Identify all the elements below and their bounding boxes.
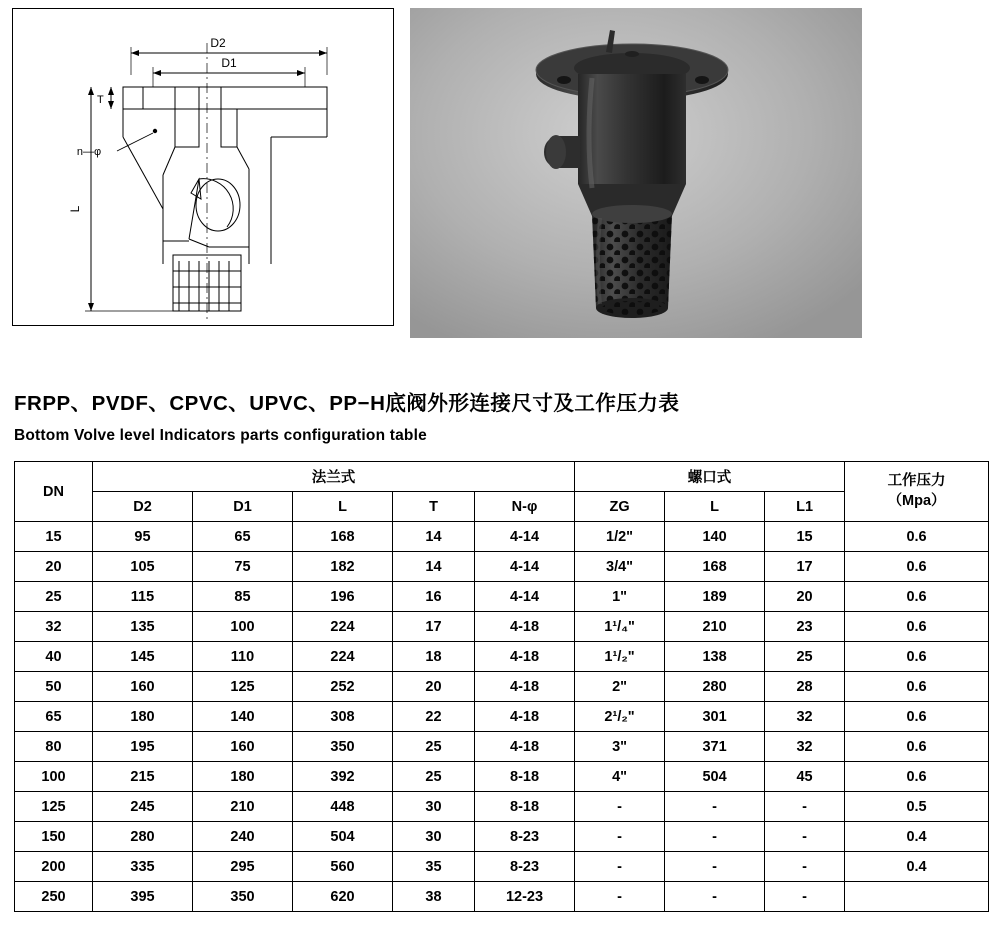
cell-d2: 115 xyxy=(93,582,193,612)
table-row xyxy=(15,792,989,822)
cell-t: 38 xyxy=(393,882,475,912)
table-row xyxy=(15,882,989,912)
cell-n-phi: 4-18 xyxy=(475,642,575,672)
cell-dn: 32 xyxy=(15,612,93,642)
cell-mpa: 0.6 xyxy=(845,552,989,582)
cell-l-thread: 168 xyxy=(665,552,765,582)
cell-zg: - xyxy=(575,822,665,852)
cell-mpa: 0.6 xyxy=(845,582,989,612)
table-row xyxy=(15,642,989,672)
cell-n-phi: 8-23 xyxy=(475,852,575,882)
cell-n-phi: 4-18 xyxy=(475,672,575,702)
cell-zg: 1¹/₄" xyxy=(575,612,665,642)
cell-d1: 65 xyxy=(193,522,293,552)
cell-dn: 100 xyxy=(15,762,93,792)
cell-n-phi: 12-23 xyxy=(475,882,575,912)
cell-zg: 2" xyxy=(575,672,665,702)
cell-d2: 215 xyxy=(93,762,193,792)
header-thread-group: 螺口式 xyxy=(575,462,845,492)
cell-l1: 32 xyxy=(765,732,845,762)
cell-d1: 125 xyxy=(193,672,293,702)
cell-d2: 95 xyxy=(93,522,193,552)
cell-l-flange: 252 xyxy=(293,672,393,702)
cell-dn: 25 xyxy=(15,582,93,612)
cell-mpa: 0.6 xyxy=(845,522,989,552)
header-l1: L1 xyxy=(765,492,845,522)
cell-n-phi: 4-18 xyxy=(475,702,575,732)
table-row xyxy=(15,522,989,552)
cell-l-thread: 504 xyxy=(665,762,765,792)
cell-d2: 180 xyxy=(93,702,193,732)
cell-dn: 50 xyxy=(15,672,93,702)
cell-l-thread: 301 xyxy=(665,702,765,732)
cell-t: 25 xyxy=(393,762,475,792)
cell-l1: 32 xyxy=(765,702,845,732)
cell-t: 30 xyxy=(393,792,475,822)
cell-l-thread: 189 xyxy=(665,582,765,612)
cell-n-phi: 4-14 xyxy=(475,582,575,612)
cell-l1: - xyxy=(765,822,845,852)
cell-l1: - xyxy=(765,882,845,912)
cell-mpa: 0.5 xyxy=(845,792,989,822)
cell-dn: 250 xyxy=(15,882,93,912)
cell-dn: 15 xyxy=(15,522,93,552)
cell-n-phi: 4-14 xyxy=(475,552,575,582)
cell-d1: 75 xyxy=(193,552,293,582)
table-row xyxy=(15,732,989,762)
table-header-row-sub xyxy=(15,492,989,522)
table-row xyxy=(15,612,989,642)
header-dn: DN xyxy=(15,462,93,522)
cell-n-phi: 8-18 xyxy=(475,762,575,792)
cell-dn: 125 xyxy=(15,792,93,822)
header-working-pressure xyxy=(845,462,989,522)
cell-l-flange: 182 xyxy=(293,552,393,582)
cell-l-thread: 371 xyxy=(665,732,765,762)
specification-table xyxy=(14,461,989,912)
cell-mpa: 0.6 xyxy=(845,642,989,672)
cell-n-phi: 8-18 xyxy=(475,792,575,822)
cell-t: 25 xyxy=(393,732,475,762)
header-l-thread: L xyxy=(665,492,765,522)
page-title-cn: FRPP、PVDF、CPVC、UPVC、PP−H底阀外形连接尺寸及工作压力表 xyxy=(14,392,680,415)
cell-l-flange: 224 xyxy=(293,612,393,642)
header-d1: D1 xyxy=(193,492,293,522)
figures-row xyxy=(12,0,888,338)
cell-t: 22 xyxy=(393,702,475,732)
cell-l-thread: - xyxy=(665,882,765,912)
cell-l-thread: - xyxy=(665,852,765,882)
cell-zg: 1/2" xyxy=(575,522,665,552)
cell-l-flange: 196 xyxy=(293,582,393,612)
header-d2: D2 xyxy=(93,492,193,522)
cell-t: 35 xyxy=(393,852,475,882)
cell-t: 18 xyxy=(393,642,475,672)
table-row xyxy=(15,702,989,732)
table-row xyxy=(15,672,989,702)
cell-n-phi: 4-18 xyxy=(475,612,575,642)
cell-zg: 4" xyxy=(575,762,665,792)
header-l-flange: L xyxy=(293,492,393,522)
cell-l-thread: 280 xyxy=(665,672,765,702)
cell-d2: 395 xyxy=(93,882,193,912)
cell-n-phi: 4-18 xyxy=(475,732,575,762)
cell-l-thread: 140 xyxy=(665,522,765,552)
page-title-en: Bottom Volve level Indicators parts configuration table xyxy=(14,427,427,444)
cell-l1: 25 xyxy=(765,642,845,672)
drawing-label-l: L xyxy=(68,205,82,213)
cell-d1: 350 xyxy=(193,882,293,912)
cell-l1: 23 xyxy=(765,612,845,642)
cell-d1: 160 xyxy=(193,732,293,762)
cell-l-thread: - xyxy=(665,822,765,852)
cell-zg: 3/4" xyxy=(575,552,665,582)
cell-l-flange: 224 xyxy=(293,642,393,672)
cell-d1: 180 xyxy=(193,762,293,792)
cell-l-thread: - xyxy=(665,792,765,822)
cell-d2: 280 xyxy=(93,822,193,852)
cell-d1: 210 xyxy=(193,792,293,822)
header-flange-group: 法兰式 xyxy=(93,462,575,492)
cell-l-flange: 350 xyxy=(293,732,393,762)
cell-zg: 3" xyxy=(575,732,665,762)
cell-d2: 145 xyxy=(93,642,193,672)
cell-d2: 135 xyxy=(93,612,193,642)
cell-zg: 2¹/₂" xyxy=(575,702,665,732)
cell-mpa xyxy=(845,882,989,912)
cell-n-phi: 4-14 xyxy=(475,522,575,552)
specification-table-body xyxy=(15,522,989,912)
cell-l-flange: 504 xyxy=(293,822,393,852)
cell-zg: 1" xyxy=(575,582,665,612)
cell-l-flange: 168 xyxy=(293,522,393,552)
cell-l1: - xyxy=(765,852,845,882)
cell-dn: 65 xyxy=(15,702,93,732)
cell-mpa: 0.4 xyxy=(845,852,989,882)
header-n-phi: N-φ xyxy=(475,492,575,522)
cell-l-thread: 138 xyxy=(665,642,765,672)
cell-t: 16 xyxy=(393,582,475,612)
header-working-pressure-line2: （Mpa） xyxy=(887,492,946,509)
cell-d1: 295 xyxy=(193,852,293,882)
cell-d1: 240 xyxy=(193,822,293,852)
table-row xyxy=(15,762,989,792)
header-zg: ZG xyxy=(575,492,665,522)
cell-d1: 140 xyxy=(193,702,293,732)
product-photo-svg xyxy=(410,8,862,338)
cell-d1: 85 xyxy=(193,582,293,612)
cell-mpa: 0.6 xyxy=(845,672,989,702)
cell-l-flange: 392 xyxy=(293,762,393,792)
cell-l1: 28 xyxy=(765,672,845,702)
cell-n-phi: 8-23 xyxy=(475,822,575,852)
cell-l-flange: 448 xyxy=(293,792,393,822)
cell-t: 17 xyxy=(393,612,475,642)
cell-dn: 200 xyxy=(15,852,93,882)
cell-mpa: 0.6 xyxy=(845,732,989,762)
cell-d2: 105 xyxy=(93,552,193,582)
cell-d2: 245 xyxy=(93,792,193,822)
cell-l1: 15 xyxy=(765,522,845,552)
cell-d2: 335 xyxy=(93,852,193,882)
cell-l1: 17 xyxy=(765,552,845,582)
cell-l-thread: 210 xyxy=(665,612,765,642)
dimension-drawing-svg xyxy=(13,9,393,325)
table-row xyxy=(15,822,989,852)
dimension-drawing-figure xyxy=(12,8,394,326)
cell-mpa: 0.6 xyxy=(845,702,989,732)
drawing-label-t: T xyxy=(97,94,104,106)
drawing-label-d1: D1 xyxy=(221,56,237,70)
table-row xyxy=(15,582,989,612)
header-t: T xyxy=(393,492,475,522)
cell-zg: - xyxy=(575,852,665,882)
cell-dn: 80 xyxy=(15,732,93,762)
cell-zg: - xyxy=(575,792,665,822)
cell-l-flange: 308 xyxy=(293,702,393,732)
cell-d1: 110 xyxy=(193,642,293,672)
table-header-row-group xyxy=(15,462,989,492)
cell-t: 14 xyxy=(393,552,475,582)
cell-dn: 150 xyxy=(15,822,93,852)
cell-l1: 45 xyxy=(765,762,845,792)
table-row xyxy=(15,852,989,882)
cell-d2: 195 xyxy=(93,732,193,762)
product-photo-figure xyxy=(410,8,862,338)
drawing-label-n-phi: n—φ xyxy=(76,146,102,158)
cell-dn: 40 xyxy=(15,642,93,672)
cell-l1: 20 xyxy=(765,582,845,612)
cell-mpa: 0.4 xyxy=(845,822,989,852)
cell-t: 14 xyxy=(393,522,475,552)
cell-d2: 160 xyxy=(93,672,193,702)
cell-mpa: 0.6 xyxy=(845,612,989,642)
cell-mpa: 0.6 xyxy=(845,762,989,792)
cell-l-flange: 620 xyxy=(293,882,393,912)
cell-t: 30 xyxy=(393,822,475,852)
cell-dn: 20 xyxy=(15,552,93,582)
header-working-pressure-line1: 工作压力 xyxy=(887,472,946,489)
drawing-label-d2: D2 xyxy=(210,36,226,50)
cell-zg: 1¹/₂" xyxy=(575,642,665,672)
cell-l-flange: 560 xyxy=(293,852,393,882)
cell-t: 20 xyxy=(393,672,475,702)
cell-d1: 100 xyxy=(193,612,293,642)
cell-zg: - xyxy=(575,882,665,912)
table-row xyxy=(15,552,989,582)
cell-l1: - xyxy=(765,792,845,822)
